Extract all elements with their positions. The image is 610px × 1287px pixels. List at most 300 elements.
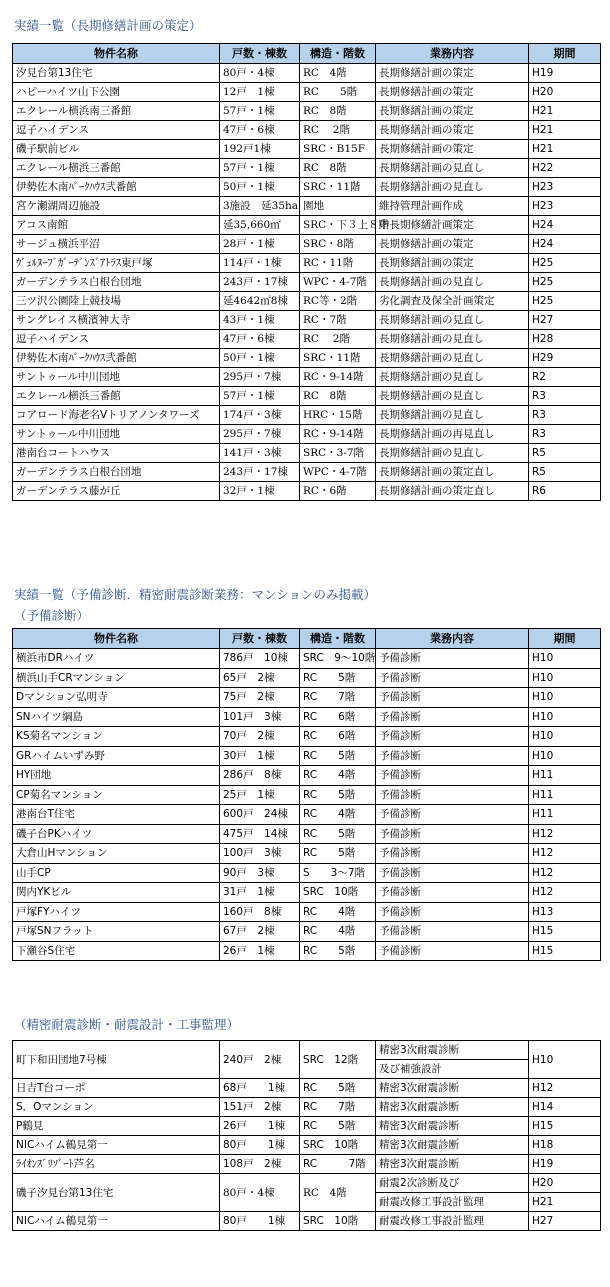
table-row xyxy=(13,1079,601,1098)
table-row xyxy=(13,902,601,922)
cell-units: 43戸・1棟 xyxy=(220,311,300,330)
table-row xyxy=(13,824,601,844)
preliminary-diagnosis-table xyxy=(12,628,601,961)
cell-structure: SRC・B15F xyxy=(300,140,376,159)
cell-units: 141戸・3棟 xyxy=(220,444,300,463)
cell-work: 予備診断 xyxy=(376,824,529,844)
cell-period: H12 xyxy=(529,844,601,864)
cell-structure: WPC・4-7階 xyxy=(300,273,376,292)
cell-name: 関内YKビル xyxy=(13,883,220,903)
cell-period: H11 xyxy=(529,785,601,805)
header-work: 業務内容 xyxy=(376,629,529,649)
cell-work: 長期修繕計画の策定 xyxy=(376,140,529,159)
cell-work: 精密3次耐震診断 xyxy=(376,1136,529,1155)
cell-name: 横浜市DRハイツ xyxy=(13,649,220,669)
cell-period: H12 xyxy=(529,824,601,844)
cell-period: R2 xyxy=(529,368,601,387)
table-row xyxy=(13,178,601,197)
cell-work: 予備診断 xyxy=(376,941,529,961)
cell-period: H23 xyxy=(529,197,601,216)
table-row xyxy=(13,1117,601,1136)
cell-period: R3 xyxy=(529,425,601,444)
cell-name: サングレイス横濱神大寺 xyxy=(13,311,220,330)
cell-structure: RC 2階 xyxy=(300,330,376,349)
cell-period: H25 xyxy=(529,292,601,311)
cell-name: 磯子台PKハイツ xyxy=(13,824,220,844)
cell-period: H28 xyxy=(529,330,601,349)
cell-units: 26戸 1棟 xyxy=(220,1117,300,1136)
cell-work: 予備診断 xyxy=(376,727,529,747)
cell-period: H24 xyxy=(529,235,601,254)
cell-work: 長期修繕計画の策定 xyxy=(376,235,529,254)
cell-units: 114戸・1棟 xyxy=(220,254,300,273)
header-period: 期間 xyxy=(529,629,601,649)
cell-units: 50戸・1棟 xyxy=(220,178,300,197)
cell-structure: RC 5階 xyxy=(300,668,376,688)
table-row xyxy=(13,311,601,330)
cell-period: H12 xyxy=(529,1079,601,1098)
cell-units: 286戸 8棟 xyxy=(220,766,300,786)
cell-work: 長期修繕計画の見直し xyxy=(376,311,529,330)
cell-structure: RC 5階 xyxy=(300,824,376,844)
cell-period: H10 xyxy=(529,688,601,708)
cell-period: H11 xyxy=(529,766,601,786)
cell-units: 26戸 1棟 xyxy=(220,941,300,961)
cell-units: 108戸 2棟 xyxy=(220,1155,300,1174)
cell-period: H27 xyxy=(529,311,601,330)
cell-work: 長期修繕計画の見直し xyxy=(376,349,529,368)
cell-name: 日吉T台コーポ xyxy=(13,1079,220,1098)
cell-structure: SRC 10階 xyxy=(300,883,376,903)
table-row xyxy=(13,102,601,121)
cell-work: 中長期修繕計画策定 xyxy=(376,216,529,235)
cell-work: 耐震改修工事設計監理 xyxy=(376,1193,529,1212)
cell-period: H29 xyxy=(529,349,601,368)
cell-structure: RC 5階 xyxy=(300,1079,376,1098)
table-row xyxy=(13,482,601,501)
cell-work: 長期修繕計画の策定直し xyxy=(376,482,529,501)
table-row xyxy=(13,668,601,688)
cell-units: 47戸・6棟 xyxy=(220,121,300,140)
cell-units: 600戸 24棟 xyxy=(220,805,300,825)
cell-name: ガーデンテラス藤が丘 xyxy=(13,482,220,501)
cell-structure: RC 2階 xyxy=(300,121,376,140)
cell-name: 大倉山Hマンション xyxy=(13,844,220,864)
cell-units: 174戸・3棟 xyxy=(220,406,300,425)
cell-name: Dマンション弘明寺 xyxy=(13,688,220,708)
cell-name: エクレール横浜三番館 xyxy=(13,387,220,406)
cell-units: 延35,660㎡ xyxy=(220,216,300,235)
cell-units: 75戸 2棟 xyxy=(220,688,300,708)
cell-structure: RC等・2階 xyxy=(300,292,376,311)
table-row xyxy=(13,159,601,178)
cell-work: 精密3次耐震診断 xyxy=(376,1155,529,1174)
table-row xyxy=(13,785,601,805)
cell-structure: RC 8階 xyxy=(300,159,376,178)
cell-structure: RC 5階 xyxy=(300,941,376,961)
cell-work: 長期修繕計画の見直し xyxy=(376,159,529,178)
cell-structure: SRC・11階 xyxy=(300,178,376,197)
cell-work: 予備診断 xyxy=(376,688,529,708)
table-row xyxy=(13,83,601,102)
cell-structure: SRC 10階 xyxy=(300,1212,376,1231)
cell-period: H10 xyxy=(529,668,601,688)
cell-period: H10 xyxy=(529,746,601,766)
table-row xyxy=(13,406,601,425)
cell-units: 31戸 1棟 xyxy=(220,883,300,903)
table-row xyxy=(13,140,601,159)
cell-units: 28戸・1棟 xyxy=(220,235,300,254)
cell-units: 延4642㎡8棟 xyxy=(220,292,300,311)
table-row xyxy=(13,368,601,387)
cell-structure: 園地 xyxy=(300,197,376,216)
cell-name: ﾗｲｵﾝｽﾞﾘｿﾞｰﾄ芦名 xyxy=(13,1155,220,1174)
table-row xyxy=(13,766,601,786)
cell-units: 32戸・1棟 xyxy=(220,482,300,501)
cell-period: H20 xyxy=(529,1174,601,1193)
cell-structure: SRC 10階 xyxy=(300,1136,376,1155)
cell-units: 786戸 10棟 xyxy=(220,649,300,669)
cell-units: 295戸・7棟 xyxy=(220,425,300,444)
table-row xyxy=(13,1155,601,1174)
table-row xyxy=(13,330,601,349)
cell-name: ｳﾞｪﾙﾇｰﾌﾞｶﾞｰﾃﾞﾝｽﾞｱﾄﾗｽ東戸塚 xyxy=(13,254,220,273)
cell-units: 57戸・1棟 xyxy=(220,387,300,406)
cell-units: 65戸 2棟 xyxy=(220,668,300,688)
cell-structure: RC 5階 xyxy=(300,785,376,805)
cell-work: 長期修繕計画の策定 xyxy=(376,83,529,102)
cell-structure: RC 6階 xyxy=(300,707,376,727)
cell-structure: RC・6階 xyxy=(300,482,376,501)
table-row xyxy=(13,121,601,140)
cell-structure: WPC・4-7階 xyxy=(300,463,376,482)
cell-work: 予備診断 xyxy=(376,746,529,766)
cell-units: 80戸 1棟 xyxy=(220,1136,300,1155)
table-header-row xyxy=(13,629,601,649)
table-row xyxy=(13,941,601,961)
cell-structure: SRC・8階 xyxy=(300,235,376,254)
cell-name: 横浜山手CRマンション xyxy=(13,668,220,688)
cell-structure: RC 5階 xyxy=(300,844,376,864)
cell-name: ガーデンテラス白根台団地 xyxy=(13,273,220,292)
table-row xyxy=(13,922,601,942)
cell-structure: RC 5階 xyxy=(300,83,376,102)
table-row xyxy=(13,197,601,216)
cell-work: 精密3次耐震診断 xyxy=(376,1041,529,1060)
section1-title: 実績一覧（長期修繕計画の策定） xyxy=(14,18,202,33)
cell-units: 70戸 2棟 xyxy=(220,727,300,747)
cell-name: NICハイム鶴見第一 xyxy=(13,1136,220,1155)
cell-period: R3 xyxy=(529,406,601,425)
cell-structure: RC 4階 xyxy=(300,805,376,825)
cell-period: H21 xyxy=(529,140,601,159)
seismic-diagnosis-table xyxy=(12,1040,601,1231)
section3-subtitle: （精密耐震診断・耐震設計・工事監理） xyxy=(14,1017,240,1032)
table-row xyxy=(13,746,601,766)
cell-units: 243戸・17棟 xyxy=(220,463,300,482)
cell-period: H25 xyxy=(529,273,601,292)
cell-name: SNハイツ綱島 xyxy=(13,707,220,727)
table-row xyxy=(13,444,601,463)
cell-period: H22 xyxy=(529,159,601,178)
cell-period: H15 xyxy=(529,941,601,961)
table-row xyxy=(13,349,601,368)
cell-work: 精密3次耐震診断 xyxy=(376,1117,529,1136)
cell-work: 予備診断 xyxy=(376,668,529,688)
cell-units: 57戸・1棟 xyxy=(220,159,300,178)
cell-structure: RC 4階 xyxy=(300,64,376,83)
cell-structure: RC 4階 xyxy=(300,1174,376,1212)
table-row xyxy=(13,1212,601,1231)
cell-structure: RC 7階 xyxy=(300,1098,376,1117)
cell-work: 耐震改修工事設計監理 xyxy=(376,1212,529,1231)
cell-units: 12戸 1棟 xyxy=(220,83,300,102)
cell-work: 耐震2次診断及び xyxy=(376,1174,529,1193)
header-structure: 構造・階数 xyxy=(300,44,376,64)
cell-period: H11 xyxy=(529,805,601,825)
cell-name: 逗子ハイデンス xyxy=(13,121,220,140)
cell-work: 長期修繕計画の再見直し xyxy=(376,425,529,444)
cell-period: R3 xyxy=(529,387,601,406)
header-name: 物件名称 xyxy=(13,629,220,649)
cell-work: 予備診断 xyxy=(376,863,529,883)
cell-structure: RC 4階 xyxy=(300,922,376,942)
cell-units: 192戸1棟 xyxy=(220,140,300,159)
cell-name: CP菊名マンション xyxy=(13,785,220,805)
cell-structure: SRC・11階 xyxy=(300,349,376,368)
cell-units: 475戸 14棟 xyxy=(220,824,300,844)
cell-structure: RC・9-14階 xyxy=(300,368,376,387)
cell-work: 長期修繕計画の見直し xyxy=(376,444,529,463)
cell-units: 295戸・7棟 xyxy=(220,368,300,387)
cell-period: H24 xyxy=(529,216,601,235)
cell-period: R5 xyxy=(529,444,601,463)
header-name: 物件名称 xyxy=(13,44,220,64)
cell-name: 港南台T住宅 xyxy=(13,805,220,825)
table-row xyxy=(13,387,601,406)
cell-units: 80戸・4棟 xyxy=(220,64,300,83)
header-structure: 構造・階数 xyxy=(300,629,376,649)
cell-name: 宮ケ瀬湖周辺施設 xyxy=(13,197,220,216)
cell-period: H27 xyxy=(529,1212,601,1231)
cell-period: H15 xyxy=(529,1117,601,1136)
cell-name: 伊勢佐木南ﾊﾟｰｸﾊｳｽ弐番館 xyxy=(13,178,220,197)
cell-work: 劣化調査及保全計画策定 xyxy=(376,292,529,311)
cell-structure: RC・11階 xyxy=(300,254,376,273)
cell-name: 下瀬谷S住宅 xyxy=(13,941,220,961)
cell-name: コアロード海老名Vトリアノンタワーズ xyxy=(13,406,220,425)
table-header-row xyxy=(13,44,601,64)
cell-name: KS菊名マンション xyxy=(13,727,220,747)
table-row xyxy=(13,727,601,747)
cell-work: 予備診断 xyxy=(376,844,529,864)
cell-name: 逗子ハイデンス xyxy=(13,330,220,349)
table-row xyxy=(13,463,601,482)
table-row xyxy=(13,254,601,273)
cell-work: 予備診断 xyxy=(376,707,529,727)
table-row xyxy=(13,273,601,292)
cell-structure: SRC 12階 xyxy=(300,1041,376,1079)
cell-period: H18 xyxy=(529,1136,601,1155)
header-work: 業務内容 xyxy=(376,44,529,64)
cell-structure: SRC・下３上８階 xyxy=(300,216,376,235)
cell-period: H14 xyxy=(529,1098,601,1117)
cell-work: 長期修繕計画の見直し xyxy=(376,368,529,387)
table-row xyxy=(13,235,601,254)
cell-structure: RC 6階 xyxy=(300,727,376,747)
cell-name: 伊勢佐木南ﾊﾟｰｸﾊｳｽ弐番館 xyxy=(13,349,220,368)
cell-units: 151戸 2棟 xyxy=(220,1098,300,1117)
table-row xyxy=(13,1174,601,1193)
cell-period: H15 xyxy=(529,922,601,942)
cell-work: 予備診断 xyxy=(376,883,529,903)
cell-units: 47戸・6棟 xyxy=(220,330,300,349)
cell-period: H21 xyxy=(529,102,601,121)
cell-units: 243戸・17棟 xyxy=(220,273,300,292)
cell-work: 予備診断 xyxy=(376,785,529,805)
cell-work: 長期修繕計画の策定 xyxy=(376,254,529,273)
cell-name: S．Oマンション xyxy=(13,1098,220,1117)
cell-period: H10 xyxy=(529,707,601,727)
cell-period: H23 xyxy=(529,178,601,197)
cell-period: H19 xyxy=(529,1155,601,1174)
cell-period: R5 xyxy=(529,463,601,482)
cell-units: 68戸 1棟 xyxy=(220,1079,300,1098)
table-row xyxy=(13,863,601,883)
cell-units: 50戸・1棟 xyxy=(220,349,300,368)
table-row xyxy=(13,1136,601,1155)
cell-work: 長期修繕計画の見直し xyxy=(376,330,529,349)
table-row xyxy=(13,1098,601,1117)
cell-name: 磯子駅前ビル xyxy=(13,140,220,159)
table-row xyxy=(13,844,601,864)
cell-structure: RC 5階 xyxy=(300,746,376,766)
cell-name: ガーデンテラス白根台団地 xyxy=(13,463,220,482)
cell-work: 長期修繕計画の策定 xyxy=(376,102,529,121)
cell-period: H10 xyxy=(529,649,601,669)
header-units: 戸数・棟数 xyxy=(220,629,300,649)
cell-name: 町下和田団地7号棟 xyxy=(13,1041,220,1079)
cell-units: 25戸 1棟 xyxy=(220,785,300,805)
cell-work: 及び補強設計 xyxy=(376,1060,529,1079)
section2-subtitle: （予備診断） xyxy=(14,608,90,623)
cell-name: アコス南館 xyxy=(13,216,220,235)
cell-period: H21 xyxy=(529,121,601,140)
cell-period: H12 xyxy=(529,883,601,903)
cell-structure: RC 7階 xyxy=(300,1155,376,1174)
cell-units: 80戸 1棟 xyxy=(220,1212,300,1231)
table-row xyxy=(13,1041,601,1060)
cell-structure: RC 8階 xyxy=(300,387,376,406)
table-row xyxy=(13,688,601,708)
cell-work: 長期修繕計画の見直し xyxy=(376,387,529,406)
cell-name: サントゥール中川団地 xyxy=(13,425,220,444)
cell-work: 精密3次耐震診断 xyxy=(376,1098,529,1117)
cell-work: 長期修繕計画の策定 xyxy=(376,64,529,83)
table-row xyxy=(13,649,601,669)
cell-period: H21 xyxy=(529,1193,601,1212)
table-row xyxy=(13,216,601,235)
cell-period: R6 xyxy=(529,482,601,501)
cell-units: 57戸・1棟 xyxy=(220,102,300,121)
cell-name: 戸塚FYハイツ xyxy=(13,902,220,922)
cell-name: 磯子汐見台第13住宅 xyxy=(13,1174,220,1212)
cell-units: 30戸 1棟 xyxy=(220,746,300,766)
header-period: 期間 xyxy=(529,44,601,64)
cell-structure: HRC・15階 xyxy=(300,406,376,425)
long-term-repair-table xyxy=(12,43,601,501)
cell-name: サージュ横浜平沼 xyxy=(13,235,220,254)
table-row xyxy=(13,805,601,825)
cell-period: H12 xyxy=(529,863,601,883)
table-row xyxy=(13,425,601,444)
cell-name: 港南台コートハウス xyxy=(13,444,220,463)
cell-structure: S 3～7階 xyxy=(300,863,376,883)
cell-units: 80戸・4棟 xyxy=(220,1174,300,1212)
section2-title: 実績一覧（予備診断．精密耐震診断業務：マンションのみ掲載） xyxy=(14,587,376,602)
cell-work: 長期修繕計画の策定直し xyxy=(376,463,529,482)
cell-work: 予備診断 xyxy=(376,902,529,922)
cell-period: H10 xyxy=(529,727,601,747)
cell-structure: SRC 9～10階 xyxy=(300,649,376,669)
cell-work: 予備診断 xyxy=(376,922,529,942)
cell-work: 長期修繕計画の見直し xyxy=(376,273,529,292)
cell-work: 長期修繕計画の見直し xyxy=(376,178,529,197)
cell-work: 長期修繕計画の見直し xyxy=(376,406,529,425)
cell-name: 戸塚SNフラット xyxy=(13,922,220,942)
cell-name: エクレール横浜南三番館 xyxy=(13,102,220,121)
cell-name: GRハイムいずみ野 xyxy=(13,746,220,766)
header-units: 戸数・棟数 xyxy=(220,44,300,64)
table-row xyxy=(13,883,601,903)
cell-structure: RC 4階 xyxy=(300,902,376,922)
cell-units: 90戸 3棟 xyxy=(220,863,300,883)
table-row xyxy=(13,64,601,83)
cell-structure: RC 5階 xyxy=(300,1117,376,1136)
cell-name: P鶴見 xyxy=(13,1117,220,1136)
cell-units: 67戸 2棟 xyxy=(220,922,300,942)
cell-period: H19 xyxy=(529,64,601,83)
cell-name: ハピーハイツ山下公園 xyxy=(13,83,220,102)
cell-structure: RC・9-14階 xyxy=(300,425,376,444)
cell-units: 160戸 8棟 xyxy=(220,902,300,922)
cell-units: 100戸 3棟 xyxy=(220,844,300,864)
cell-units: 101戸 3棟 xyxy=(220,707,300,727)
cell-name: エクレール横浜三番館 xyxy=(13,159,220,178)
cell-structure: RC 7階 xyxy=(300,688,376,708)
table-row xyxy=(13,292,601,311)
cell-structure: RC 4階 xyxy=(300,766,376,786)
cell-work: 維持管理計画作成 xyxy=(376,197,529,216)
cell-name: HY団地 xyxy=(13,766,220,786)
cell-period: H20 xyxy=(529,83,601,102)
cell-work: 予備診断 xyxy=(376,766,529,786)
cell-name: NICハイム鶴見第一 xyxy=(13,1212,220,1231)
cell-work: 長期修繕計画の策定 xyxy=(376,121,529,140)
cell-units: 3施設 延35ha xyxy=(220,197,300,216)
cell-name: 汐見台第13住宅 xyxy=(13,64,220,83)
cell-structure: RC・7階 xyxy=(300,311,376,330)
cell-period: H25 xyxy=(529,254,601,273)
cell-structure: SRC・3-7階 xyxy=(300,444,376,463)
cell-name: 三ツ沢公園陸上競技場 xyxy=(13,292,220,311)
cell-work: 予備診断 xyxy=(376,805,529,825)
table-row xyxy=(13,707,601,727)
cell-work: 予備診断 xyxy=(376,649,529,669)
cell-name: サントゥール中川団地 xyxy=(13,368,220,387)
cell-period: H10 xyxy=(529,1041,601,1079)
cell-structure: RC 8階 xyxy=(300,102,376,121)
